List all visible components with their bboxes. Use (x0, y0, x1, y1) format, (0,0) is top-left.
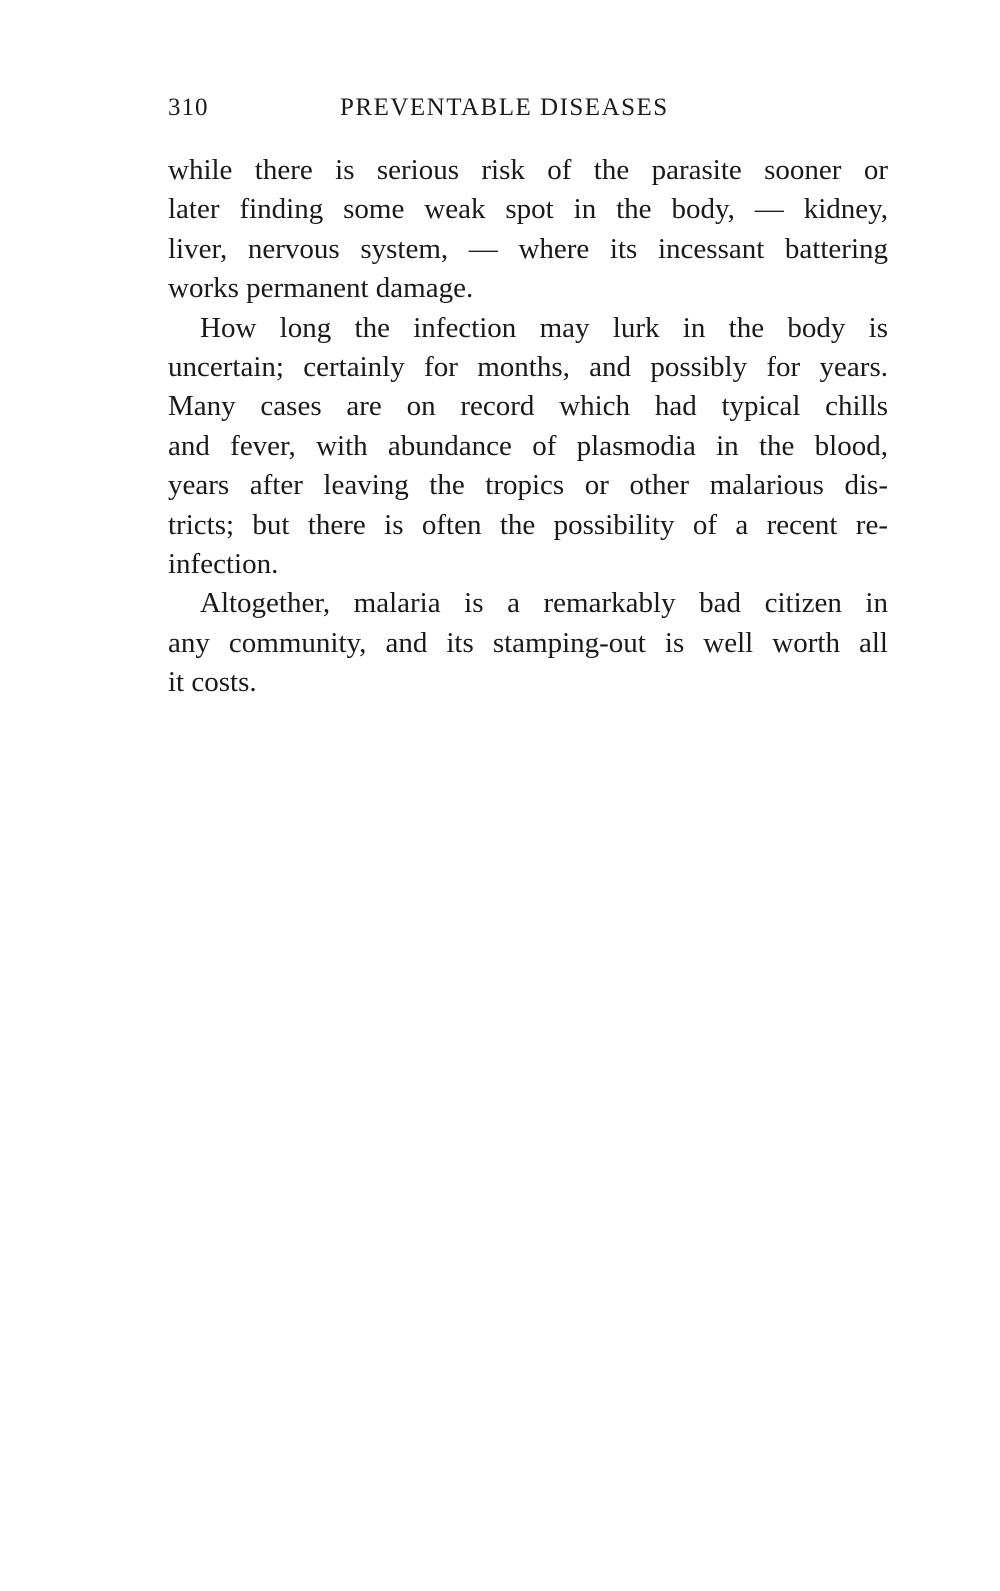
text-line: infection. (168, 547, 279, 580)
text-line: How long the infection may lurk in the body is (200, 311, 888, 344)
text-line: while there is serious risk of the parasite sooner or (168, 154, 888, 186)
text-line: years after leaving the tropics or other malarious dis- (168, 469, 888, 502)
page-number: 310 (168, 94, 209, 121)
paragraph-1 (168, 151, 888, 309)
text-line: liver, nervous system, — where its incessant battering (168, 232, 888, 265)
running-head (168, 94, 888, 134)
body-text (168, 151, 888, 702)
text-line: later finding some weak spot in the body, — kidney, (168, 193, 888, 226)
paragraph-3 (168, 584, 888, 702)
text-line: uncertain; certainly for months, and possibly for years. (168, 350, 888, 383)
text-line: and fever, with abundance of plasmodia in the blood, (168, 429, 888, 462)
text-line: tricts; but there is often the possibility of a recent re- (168, 508, 888, 541)
text-line: any community, and its stamping-out is well worth all (168, 626, 888, 659)
text-line: works permanent damage. (168, 272, 474, 305)
text-line: it costs. (168, 666, 257, 699)
text-line: Many cases are on record which had typical chills (168, 390, 888, 423)
paragraph-2 (168, 309, 888, 585)
running-title: PREVENTABLE DISEASES (340, 94, 669, 121)
text-line: Altogether, malaria is a remarkably bad citizen in (200, 587, 888, 620)
